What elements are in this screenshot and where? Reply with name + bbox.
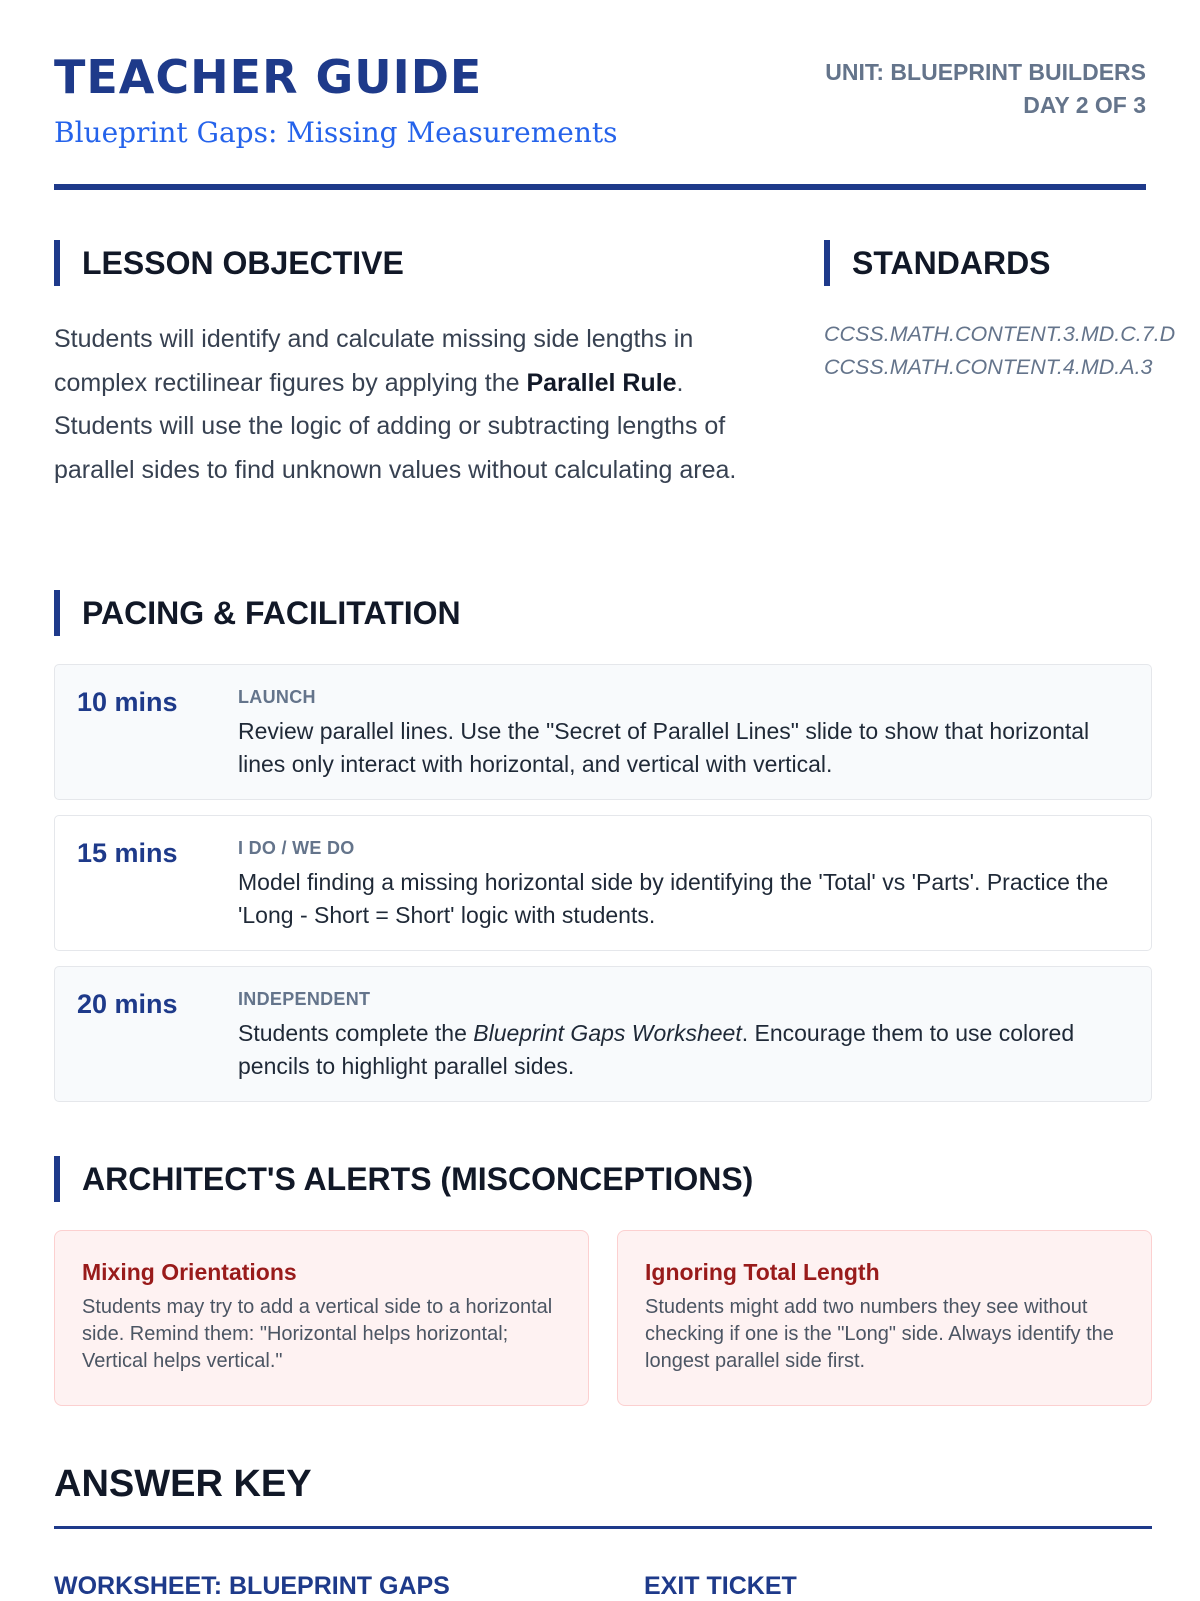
- document-title: TEACHER GUIDE: [54, 50, 483, 104]
- unit-label: UNIT: BLUEPRINT BUILDERS: [825, 59, 1146, 85]
- pacing-time: 15 mins: [77, 838, 178, 868]
- pacing-phase: INDEPENDENT: [238, 989, 371, 1009]
- objective-text-bold: Parallel Rule: [526, 368, 677, 397]
- alert-card-mixing-orientations: [54, 1230, 589, 1406]
- answer-key-title: ANSWER KEY: [54, 1463, 312, 1505]
- lesson-objective-heading: LESSON OBJECTIVE: [54, 240, 404, 286]
- pacing-row-i-do-we-do: [54, 815, 1152, 951]
- unit-meta: [825, 56, 1146, 122]
- standards-heading: STANDARDS: [824, 240, 1051, 286]
- day-label: DAY 2 OF 3: [1023, 92, 1146, 118]
- worksheet-title: Blueprint Gaps Worksheet: [473, 1020, 742, 1046]
- objective-text-start: Students will identify and calculate missing side lengths in complex rectilinear figures by applying the: [54, 325, 694, 397]
- document-subtitle: Blueprint Gaps: Missing Measurements: [54, 116, 618, 149]
- alert-card-ignoring-total-length: [617, 1230, 1152, 1406]
- standard-item: CCSS.MATH.CONTENT.4.MD.A.3: [824, 355, 1153, 379]
- objective-text-end: . Students will use the logic of adding or subtracting lengths of parallel sides to find unknown values without calculating area.: [54, 368, 737, 484]
- header-divider: [54, 184, 1146, 190]
- pacing-phase: I DO / WE DO: [238, 838, 355, 858]
- alert-title: Ignoring Total Length: [645, 1259, 880, 1285]
- alert-title: Mixing Orientations: [82, 1259, 297, 1285]
- pacing-heading: PACING & FACILITATION: [54, 590, 461, 636]
- pacing-desc-start: Students complete the: [238, 1020, 474, 1046]
- alerts-heading: ARCHITECT'S ALERTS (MISCONCEPTIONS): [54, 1156, 753, 1202]
- pacing-description: Model finding a missing horizontal side by identifying the 'Total' vs 'Parts'. Practice the 'Long - Short = Short' logic with students.: [238, 869, 1109, 928]
- pacing-time: 10 mins: [77, 687, 178, 717]
- pacing-desc-end: . Encourage them to use colored pencils to highlight parallel sides.: [238, 1020, 1075, 1079]
- answer-key-divider: [54, 1526, 1152, 1529]
- lesson-objective-text: [54, 318, 769, 492]
- pacing-description: Review parallel lines. Use the "Secret of Parallel Lines" slide to show that horizontal lines only interact with horizontal, and vertical with vertical.: [238, 718, 1090, 777]
- pacing-time: 20 mins: [77, 989, 178, 1019]
- pacing-row-independent: [54, 966, 1152, 1102]
- standard-item: CCSS.MATH.CONTENT.3.MD.C.7.D: [824, 322, 1176, 346]
- worksheet-answers-heading: WORKSHEET: BLUEPRINT GAPS: [54, 1572, 450, 1600]
- alert-description: Students might add two numbers they see without checking if one is the "Long" side. Always identify the longest parallel side first.: [645, 1296, 1114, 1372]
- pacing-phase: LAUNCH: [238, 687, 316, 707]
- pacing-description: [238, 1017, 1133, 1083]
- exit-ticket-answers-heading: EXIT TICKET: [644, 1572, 797, 1600]
- standards-list: [824, 318, 1175, 384]
- document-header: [54, 0, 1146, 190]
- pacing-row-launch: [54, 664, 1152, 800]
- alert-description: Students may try to add a vertical side to a horizontal side. Remind them: "Horizontal helps horizontal; Vertical helps vertical.": [82, 1296, 553, 1372]
